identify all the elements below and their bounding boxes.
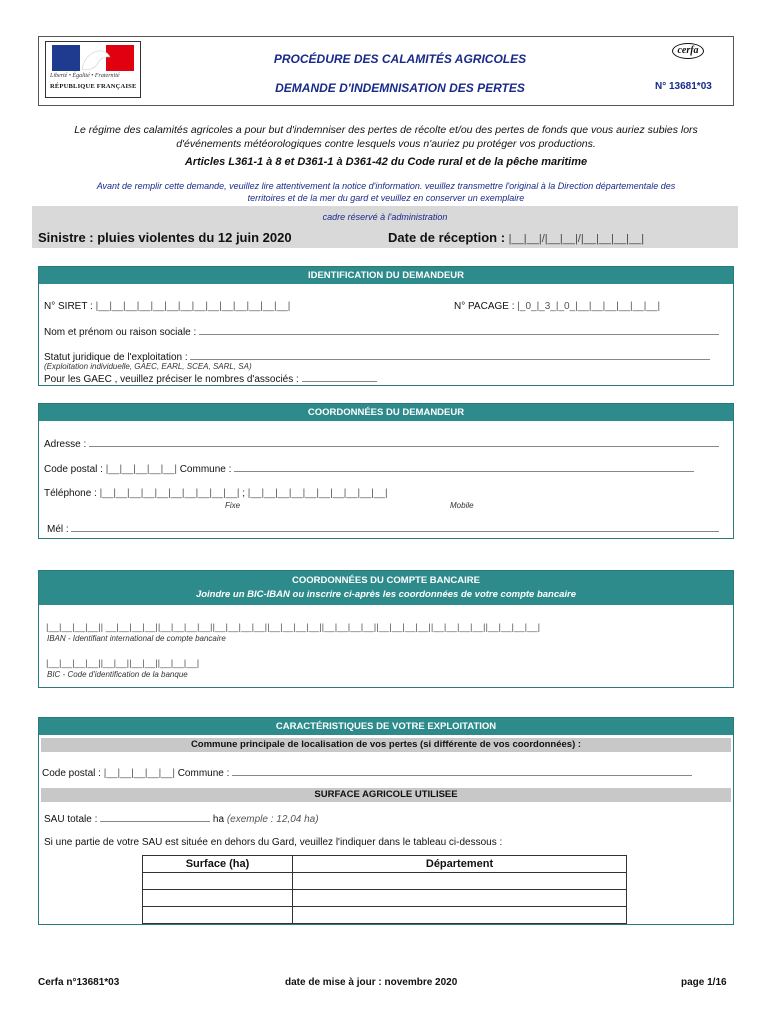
form-number: N° 13681*03 <box>655 81 712 92</box>
table-row <box>143 890 627 907</box>
pacage-label: N° PACAGE : <box>454 301 515 312</box>
notice-line-1: Avant de remplir cette demande, veuillez lire attentivement la notice d'information. veuillez transmettre l'original à la Direction départementale des <box>96 181 676 191</box>
intro-line-2: d'événements météorologiques contre lesquels vous n'auriez pu protéger vos productions. <box>176 138 596 150</box>
admin-label: cadre réservé à l'administration <box>322 212 448 222</box>
commune-subheader: Commune principale de localisation de vos pertes (si différente de vos coordonnées) : <box>41 738 731 752</box>
name-field[interactable] <box>199 325 719 335</box>
exploit-cp-row <box>42 766 692 779</box>
exploit-cp-field[interactable]: |__|__|__|__|__| <box>103 768 175 779</box>
iban-label: IBAN - Identifiant international de compte bancaire <box>47 634 226 643</box>
bic-label: BIC - Code d'identification de la banque <box>47 670 188 679</box>
siret-row <box>44 301 290 312</box>
logo-country: RÉPUBLIQUE FRANÇAISE <box>50 83 137 90</box>
iban-field[interactable]: |__|__|__|__|| __|__|__|__||__|__|__|__||__|__|__|__||__|__|__|__||__|__|__|__||__|__|__|__||__|__|__|__||__|__|__|__| <box>46 622 541 633</box>
footer-date: date de mise à jour : novembre 2020 <box>285 977 458 988</box>
gaec-field[interactable] <box>302 372 377 382</box>
commune-field[interactable] <box>234 462 694 472</box>
sinistre-label: Sinistre : pluies violentes du 12 juin 2020 <box>38 230 292 245</box>
adresse-field[interactable] <box>89 437 719 447</box>
tel-label: Téléphone : <box>44 488 97 499</box>
table-row <box>143 907 627 924</box>
adresse-label: Adresse : <box>44 439 87 450</box>
mel-label: Mél : <box>47 524 69 535</box>
departement-cell[interactable] <box>293 890 627 907</box>
bic-field[interactable]: |__|__|__|__||__|__||__|__||__|__|__| <box>46 658 200 669</box>
marianne-logo <box>45 41 141 98</box>
sau-label: SAU totale : <box>44 814 98 825</box>
banque-header <box>39 571 733 605</box>
departement-header: Département <box>293 856 627 873</box>
banque-title: COORDONNÉES DU COMPTE BANCAIRE <box>292 575 480 586</box>
commune-label: Commune : <box>179 464 232 475</box>
surface-cell[interactable] <box>143 907 293 924</box>
reception-label: Date de réception : <box>388 230 506 245</box>
name-row <box>44 325 719 338</box>
adresse-row <box>44 437 719 450</box>
statut-field[interactable] <box>190 350 710 360</box>
surface-cell[interactable] <box>143 890 293 907</box>
sau-field[interactable] <box>100 812 210 822</box>
tricolor-flag-icon <box>52 45 134 71</box>
pacage-field[interactable]: |_0_|_3_|_0_|__|__|__|__|__|__| <box>517 301 661 312</box>
cp-row <box>44 462 694 475</box>
surface-table <box>142 855 627 924</box>
form-title-2: DEMANDE D'INDEMNISATION DES PERTES <box>275 81 525 95</box>
sau-row <box>44 812 319 825</box>
cp-label: Code postal : <box>44 464 103 475</box>
fixe-label: Fixe <box>225 501 241 510</box>
departement-cell[interactable] <box>293 907 627 924</box>
siret-label: N° SIRET : <box>44 301 93 312</box>
tel-mobile-field[interactable]: |__|__|__|__|__|__|__|__|__|__| <box>247 488 388 499</box>
articles-reference: Articles L361-1 à 8 et D361-1 à D361-42 du Code rural et de la pêche maritime <box>184 156 588 168</box>
sau-subheader: SURFACE AGRICOLE UTILISEE <box>41 788 731 802</box>
gaec-row <box>44 372 377 385</box>
cp-field[interactable]: |__|__|__|__|__| <box>105 464 177 475</box>
surface-header: Surface (ha) <box>143 856 293 873</box>
footer-cerfa: Cerfa n°13681*03 <box>38 977 120 988</box>
cerfa-logo: cerfa <box>672 43 704 59</box>
logo-motto: Liberté • Égalité • Fraternité <box>50 73 120 79</box>
gaec-label: Pour les GAEC , veuillez préciser le nombres d'associés : <box>44 374 299 385</box>
sau-unit: ha <box>212 814 225 825</box>
footer-page: page 1/16 <box>681 977 727 988</box>
statut-label: Statut juridique de l'exploitation : <box>44 352 188 363</box>
exploit-commune-field[interactable] <box>232 766 692 776</box>
tel-separator: ; <box>242 488 245 499</box>
intro-line-1: Le régime des calamités agricoles a pour but d'indemniser des pertes de récolte et/ou des pertes de fonds que vous auriez subies lors <box>74 124 698 136</box>
mel-row <box>47 522 719 535</box>
notice-line-2: territoires et de la mer du gard et veuillez en conserver un exemplaire <box>247 193 525 203</box>
surface-cell[interactable] <box>143 873 293 890</box>
siret-field[interactable]: |__|__|__|__|__|__|__|__|__|__|__|__|__|__| <box>95 301 291 312</box>
reception-date <box>388 230 644 245</box>
pacage-row <box>454 301 660 312</box>
name-label: Nom et prénom ou raison sociale : <box>44 327 197 338</box>
table-row <box>143 873 627 890</box>
form-title-1: PROCÉDURE DES CALAMITÉS AGRICOLES <box>273 52 527 66</box>
departement-cell[interactable] <box>293 873 627 890</box>
tel-fixe-field[interactable]: |__|__|__|__|__|__|__|__|__|__| <box>99 488 240 499</box>
identification-header: IDENTIFICATION DU DEMANDEUR <box>39 267 733 284</box>
exploit-commune-label: Commune : <box>177 768 230 779</box>
mobile-label: Mobile <box>450 501 474 510</box>
gard-text: Si une partie de votre SAU est située en dehors du Gard, veuillez l'indiquer dans le tableau ci-dessous : <box>44 837 503 848</box>
exploitation-header: CARACTÉRISTIQUES DE VOTRE EXPLOITATION <box>39 718 733 735</box>
reception-date-field[interactable]: |__|__|/|__|__|/|__|__|__|__| <box>508 233 645 245</box>
statut-hint: (Exploitation individuelle, GAEC, EARL, SCEA, SARL, SA) <box>44 362 252 371</box>
coordonnees-header: COORDONNÉES DU DEMANDEUR <box>39 404 733 421</box>
tel-row <box>44 488 388 499</box>
header-frame <box>38 36 734 106</box>
exploit-cp-label: Code postal : <box>42 768 101 779</box>
mel-field[interactable] <box>71 522 719 532</box>
sau-example: (exemple : 12,04 ha) <box>226 814 319 825</box>
banque-section <box>38 570 734 688</box>
banque-subtitle: Joindre un BIC-IBAN ou inscrire ci-après les coordonnées de votre compte bancaire <box>195 589 577 600</box>
coordonnees-section <box>38 403 734 539</box>
identification-section <box>38 266 734 386</box>
